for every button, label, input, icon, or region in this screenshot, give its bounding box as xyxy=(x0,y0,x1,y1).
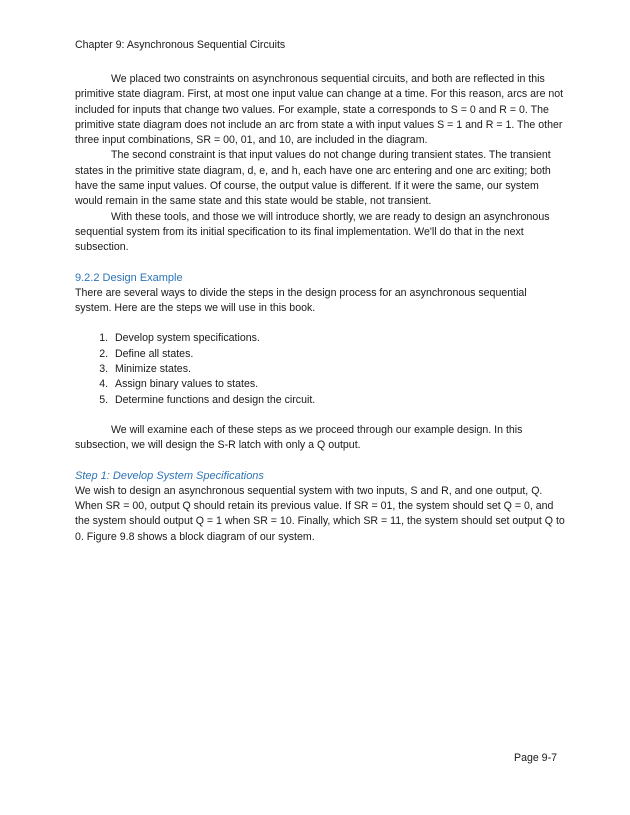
list-item: 4. Assign binary values to states. xyxy=(111,377,565,392)
page-number: Page 9-7 xyxy=(514,752,557,764)
step1-heading: Step 1: Develop System Specifications xyxy=(75,469,264,482)
paragraph-steps-intro: There are several ways to divide the steps in the design process for an asynchronous sequential system. Here are the steps we will use in this book. xyxy=(75,286,527,315)
list-item: 2. Define all states. xyxy=(111,347,565,362)
list-item: 5. Determine functions and design the circuit. xyxy=(111,393,565,408)
paragraph-sr-latch-intro: We will examine each of these steps as we proceed through our example design. In this subsection, we will design the S-R latch with only a Q output. xyxy=(75,423,523,452)
paragraph-system-spec: We wish to design an asynchronous sequential system with two inputs, S and R, and one output, Q. When SR = 00, output Q should retain its previous value. If SR = 01, the system should set Q = 0, and the system should output Q = 1 when SR = 10. Finally, which SR = 11, the system should set output Q to 0. Figure 9.8 shows a block diagram of our system. xyxy=(75,484,565,543)
paragraph-constraints: We placed two constraints on asynchronous sequential circuits, and both are reflected in this primitive state diagram. First, at most one input value can change at a time. For this reason, arcs are not included for inputs that change two values. For example, state a corresponds to S = 0 and R = 0. The primitive state diagram does not include an arc from state a with input values S = 1 and R = 1. The other three input combinations, SR = 00, 01, and 10, are included in the diagram. xyxy=(75,73,564,147)
section-heading-design-example: 9.2.2 Design Example xyxy=(75,271,183,284)
page-body xyxy=(75,72,565,545)
list-item: 3. Minimize states. xyxy=(111,362,565,377)
paragraph-transient-states: The second constraint is that input values do not change during transient states. The transient states in the primitive state diagram, d, e, and h, each have one arc entering and one arc exiting; both have the same input values. Of course, the output value is different. If it were the same, our system would remain in the same state and this state would be stable, not transient. xyxy=(75,149,551,208)
paragraph-design-intro: With these tools, and those we will introduce shortly, we are ready to design an asynchronous sequential system from its initial specification to its final implementation. We'll do that in the next subsection. xyxy=(75,210,550,254)
design-steps-list xyxy=(75,331,565,407)
list-item: 1. Develop system specifications. xyxy=(111,331,565,346)
running-header: Chapter 9: Asynchronous Sequential Circuits xyxy=(75,39,286,51)
